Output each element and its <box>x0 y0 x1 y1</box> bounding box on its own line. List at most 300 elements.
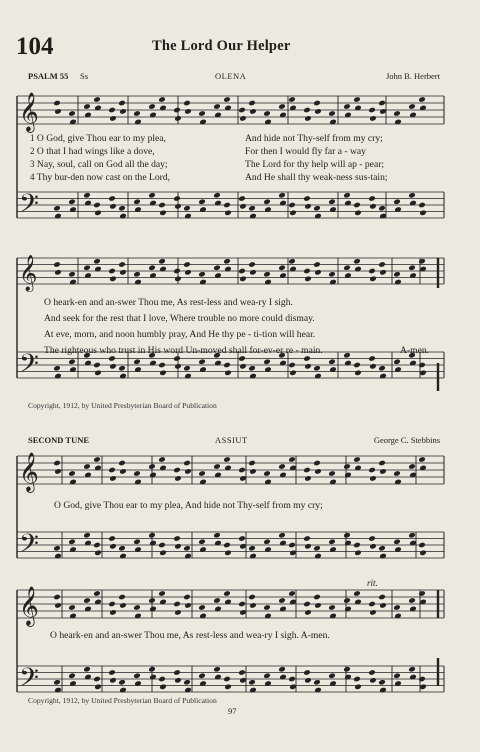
note-head <box>378 205 386 212</box>
note-head <box>53 365 61 372</box>
note-head <box>278 666 286 673</box>
note-head <box>249 468 257 475</box>
note-head <box>418 202 426 209</box>
note-head <box>158 96 166 103</box>
note-head <box>249 602 257 609</box>
note-head <box>378 545 386 552</box>
note-head <box>183 545 191 552</box>
note-head <box>304 475 312 482</box>
note-head <box>54 602 62 609</box>
note-head <box>53 205 61 212</box>
note-head <box>353 456 361 463</box>
note-head <box>224 370 232 377</box>
note-head <box>174 276 182 283</box>
note-head <box>238 467 246 474</box>
note-head <box>353 96 361 103</box>
copyright-notice: Copyright, 1912, by United Presbyterian Board of Publication <box>28 401 217 410</box>
second-verse-line-2: O heark-en and an-swer Thou me, As rest-less and wea-ry I sigh. A-men. <box>50 630 330 641</box>
note-head <box>343 666 351 673</box>
note-head <box>393 271 401 278</box>
note-head <box>173 535 181 542</box>
note-head <box>83 264 91 271</box>
note-head <box>93 456 101 463</box>
note-head <box>54 468 62 475</box>
note-head <box>418 258 426 265</box>
note-head <box>213 103 221 110</box>
note-head <box>118 100 126 107</box>
note-head <box>313 545 321 552</box>
note-head <box>53 100 61 107</box>
verse-text-right: And hide not Thy-self from my cry; <box>245 133 383 144</box>
note-head <box>133 604 141 611</box>
note-head <box>158 362 166 369</box>
note-head <box>303 535 311 542</box>
note-head <box>368 355 376 362</box>
note-head <box>418 676 426 683</box>
note-head <box>353 676 361 683</box>
note-head <box>53 545 61 552</box>
note-head <box>198 198 206 205</box>
note-head <box>223 676 231 683</box>
note-head <box>313 100 321 107</box>
note-head <box>393 672 401 679</box>
note-head <box>304 677 312 684</box>
note-head <box>248 545 256 552</box>
note-head <box>198 604 206 611</box>
note-head <box>288 676 296 683</box>
note-head <box>159 550 167 557</box>
note-head <box>369 203 377 210</box>
verse-line <box>30 172 170 183</box>
note-head <box>108 601 116 608</box>
note-head <box>353 362 361 369</box>
note-head <box>198 110 206 117</box>
note-head <box>303 195 311 202</box>
note-head <box>328 538 336 545</box>
note-head <box>213 264 221 271</box>
note-head <box>158 676 166 683</box>
note-head <box>183 679 191 686</box>
note-head <box>109 203 117 210</box>
note-head <box>368 467 376 474</box>
note-head <box>213 532 221 539</box>
note-head <box>238 355 246 362</box>
note-head <box>313 679 321 686</box>
note-head <box>368 601 376 608</box>
note-head <box>378 365 386 372</box>
note-head <box>133 538 141 545</box>
note-head <box>118 205 126 212</box>
note-head <box>238 669 246 676</box>
note-head <box>109 543 117 550</box>
note-head <box>304 276 312 283</box>
note-head <box>174 609 182 616</box>
note-head <box>263 271 271 278</box>
note-head <box>158 456 166 463</box>
note-head <box>183 365 191 372</box>
note-head <box>93 258 101 265</box>
note-head <box>183 594 191 601</box>
note-head <box>289 210 297 217</box>
note-head <box>173 669 181 676</box>
note-head <box>408 666 416 673</box>
note-head <box>343 352 351 359</box>
note-head <box>93 590 101 597</box>
note-head <box>304 543 312 550</box>
verse-text: O heark-en and an-swer Thou me, As rest-less and wea-ry I sigh. <box>44 297 293 308</box>
note-head <box>53 261 61 268</box>
note-head <box>119 269 127 276</box>
note-head <box>314 468 322 475</box>
note-head <box>304 609 312 616</box>
note-head <box>393 198 401 205</box>
note-head <box>94 370 102 377</box>
note-head <box>213 666 221 673</box>
note-head <box>173 268 181 275</box>
note-head <box>353 202 361 209</box>
hymn-title: The Lord Our Helper <box>152 38 291 54</box>
note-head <box>83 532 91 539</box>
note-head <box>108 669 116 676</box>
note-head <box>223 362 231 369</box>
note-head <box>53 460 61 467</box>
note-head <box>83 192 91 199</box>
note-head <box>343 463 351 470</box>
note-head <box>83 103 91 110</box>
note-head <box>418 362 426 369</box>
note-head <box>418 542 426 549</box>
note-head <box>248 261 256 268</box>
note-head <box>213 192 221 199</box>
note-head <box>109 363 117 370</box>
note-head <box>328 110 336 117</box>
note-head <box>313 460 321 467</box>
note-head <box>83 463 91 470</box>
note-head <box>354 550 362 557</box>
note-head <box>108 107 116 114</box>
note-head <box>148 103 156 110</box>
note-head <box>303 107 311 114</box>
note-head <box>248 594 256 601</box>
note-head <box>313 205 321 212</box>
note-head <box>249 108 257 115</box>
treble-clef: 𝄞 <box>19 452 39 491</box>
note-head <box>303 467 311 474</box>
page-number: 97 <box>228 706 237 716</box>
note-head <box>369 276 377 283</box>
note-head <box>288 456 296 463</box>
note-head <box>353 590 361 597</box>
note-head <box>239 363 247 370</box>
note-head <box>68 271 76 278</box>
note-head <box>118 460 126 467</box>
note-head <box>248 100 256 107</box>
note-head <box>369 609 377 616</box>
note-head <box>278 463 286 470</box>
note-head <box>313 365 321 372</box>
note-head <box>378 594 386 601</box>
note-head <box>303 669 311 676</box>
note-head <box>133 198 141 205</box>
verse-text: At eve, morn, and noon humbly pray, And He thy pe - ti-tion will hear. <box>44 329 316 340</box>
hymn-number: 104 <box>16 33 54 60</box>
note-head <box>263 538 271 545</box>
note-head <box>198 271 206 278</box>
note-head <box>419 210 427 217</box>
note-head <box>343 597 351 604</box>
note-head <box>354 210 362 217</box>
note-head <box>83 666 91 673</box>
note-head <box>68 672 76 679</box>
note-head <box>408 192 416 199</box>
note-head <box>328 198 336 205</box>
note-head <box>393 470 401 477</box>
note-head <box>68 470 76 477</box>
note-head <box>393 110 401 117</box>
note-head <box>133 672 141 679</box>
note-head <box>343 192 351 199</box>
note-head <box>288 96 296 103</box>
note-head <box>83 597 91 604</box>
second-composer: George C. Stebbins <box>373 435 440 445</box>
note-head <box>68 198 76 205</box>
note-head <box>118 679 126 686</box>
note-head <box>198 672 206 679</box>
note-head <box>109 609 117 616</box>
note-head <box>378 100 386 107</box>
note-head <box>118 261 126 268</box>
note-head <box>248 365 256 372</box>
note-head <box>368 268 376 275</box>
note-head <box>68 110 76 117</box>
note-head <box>248 205 256 212</box>
note-head <box>263 198 271 205</box>
note-head <box>289 370 297 377</box>
verse-text: Nay, soul, call on God all the day; <box>36 159 168 170</box>
note-head <box>223 456 231 463</box>
note-head <box>68 358 76 365</box>
note-head <box>393 604 401 611</box>
note-head <box>238 195 246 202</box>
verse-line <box>30 159 168 170</box>
verse-number: 3 <box>30 159 35 169</box>
note-head <box>238 601 246 608</box>
note-head <box>408 597 416 604</box>
psalm-reference: PSALM 55 <box>28 71 69 81</box>
note-head <box>173 355 181 362</box>
note-head <box>93 362 101 369</box>
note-head <box>288 258 296 265</box>
note-head <box>174 475 182 482</box>
bass-clef: 𝄢 <box>19 349 40 385</box>
note-head <box>133 110 141 117</box>
note-head <box>108 535 116 542</box>
note-head <box>418 590 426 597</box>
note-head <box>378 261 386 268</box>
bass-clef: 𝄢 <box>19 663 40 699</box>
note-head <box>109 115 117 122</box>
note-head <box>239 115 247 122</box>
note-head <box>108 467 116 474</box>
note-head <box>368 535 376 542</box>
note-head <box>119 108 127 115</box>
note-head <box>408 463 416 470</box>
note-head <box>94 210 102 217</box>
note-head <box>378 460 386 467</box>
verse-text-right: And He shall thy weak-ness sus-tain; <box>245 172 388 183</box>
note-head <box>278 264 286 271</box>
note-head <box>379 602 387 609</box>
note-head <box>368 195 376 202</box>
verse-text: Thy bur-den now cast on the Lord, <box>36 172 171 183</box>
note-head <box>118 594 126 601</box>
note-head <box>94 684 102 691</box>
note-head <box>288 590 296 597</box>
second-tune-name: ASSIUT <box>215 435 248 445</box>
note-head <box>174 363 182 370</box>
bass-clef: 𝄢 <box>19 529 40 565</box>
note-head <box>343 532 351 539</box>
note-head <box>418 456 426 463</box>
note-head <box>224 684 232 691</box>
note-head <box>224 550 232 557</box>
note-head <box>198 538 206 545</box>
verse-text: O God, give Thou ear to my plea, <box>36 133 166 144</box>
note-head <box>53 594 61 601</box>
note-head <box>133 358 141 365</box>
note-head <box>239 276 247 283</box>
copyright-notice-2: Copyright, 1912, by United Presbyterian Board of Publication <box>28 696 217 705</box>
note-head <box>68 604 76 611</box>
note-head <box>419 550 427 557</box>
note-head <box>158 590 166 597</box>
note-head <box>278 192 286 199</box>
note-head <box>418 96 426 103</box>
note-head <box>109 677 117 684</box>
note-head <box>314 269 322 276</box>
note-head <box>174 543 182 550</box>
note-head <box>53 679 61 686</box>
note-head <box>369 543 377 550</box>
note-head <box>328 470 336 477</box>
note-head <box>158 258 166 265</box>
note-head <box>148 264 156 271</box>
note-head <box>173 467 181 474</box>
note-head <box>198 470 206 477</box>
note-head <box>278 532 286 539</box>
note-head <box>354 370 362 377</box>
note-head <box>93 96 101 103</box>
verse-line <box>30 133 166 144</box>
note-head <box>173 107 181 114</box>
note-head <box>174 115 182 122</box>
note-head <box>263 358 271 365</box>
note-head <box>148 666 156 673</box>
treble-clef: 𝄞 <box>19 255 38 291</box>
note-head <box>314 108 322 115</box>
note-head <box>369 115 377 122</box>
treble-clef: 𝄞 <box>19 92 39 131</box>
note-head <box>184 602 192 609</box>
note-head <box>148 192 156 199</box>
note-head <box>369 475 377 482</box>
note-head <box>108 195 116 202</box>
note-head <box>118 545 126 552</box>
note-head <box>249 269 257 276</box>
note-head <box>368 107 376 114</box>
note-head <box>314 602 322 609</box>
note-head <box>328 271 336 278</box>
note-head <box>184 108 192 115</box>
note-head <box>263 110 271 117</box>
second-tune-label: SECOND TUNE <box>28 435 90 445</box>
note-head <box>408 103 416 110</box>
note-head <box>93 676 101 683</box>
note-head <box>393 358 401 365</box>
note-head <box>393 538 401 545</box>
note-head <box>288 362 296 369</box>
note-head <box>223 590 231 597</box>
note-head <box>408 532 416 539</box>
note-head <box>223 96 231 103</box>
verse-text-right: For then I would fly far a - way <box>245 146 366 157</box>
amen-text: A-men. <box>400 345 430 356</box>
note-head <box>183 205 191 212</box>
note-head <box>213 463 221 470</box>
note-head <box>93 542 101 549</box>
note-head <box>354 684 362 691</box>
note-head <box>148 532 156 539</box>
note-head <box>248 460 256 467</box>
note-head <box>183 100 191 107</box>
note-head <box>108 268 116 275</box>
note-head <box>278 597 286 604</box>
note-head <box>248 679 256 686</box>
note-head <box>173 601 181 608</box>
note-head <box>343 103 351 110</box>
note-head <box>303 268 311 275</box>
note-head <box>148 597 156 604</box>
verse-text: And seek for the rest that I love, Where trouble no more could dismay. <box>44 313 315 324</box>
note-head <box>263 470 271 477</box>
note-head <box>304 363 312 370</box>
note-head <box>408 264 416 271</box>
note-head <box>304 115 312 122</box>
note-head <box>94 550 102 557</box>
note-head <box>238 535 246 542</box>
note-head <box>173 195 181 202</box>
note-head <box>159 684 167 691</box>
note-head <box>263 672 271 679</box>
note-head <box>184 468 192 475</box>
ritardando-mark: rit. <box>367 578 378 588</box>
note-head <box>379 269 387 276</box>
note-head <box>328 358 336 365</box>
note-head <box>288 202 296 209</box>
note-head <box>213 597 221 604</box>
note-head <box>198 358 206 365</box>
note-head <box>313 594 321 601</box>
note-head <box>239 203 247 210</box>
note-head <box>378 679 386 686</box>
note-head <box>223 202 231 209</box>
note-head <box>119 602 127 609</box>
verse-text: O that I had wings like a dove, <box>36 146 155 157</box>
verse-number: 4 <box>30 172 35 182</box>
note-head <box>68 538 76 545</box>
note-head <box>54 108 62 115</box>
note-head <box>183 261 191 268</box>
